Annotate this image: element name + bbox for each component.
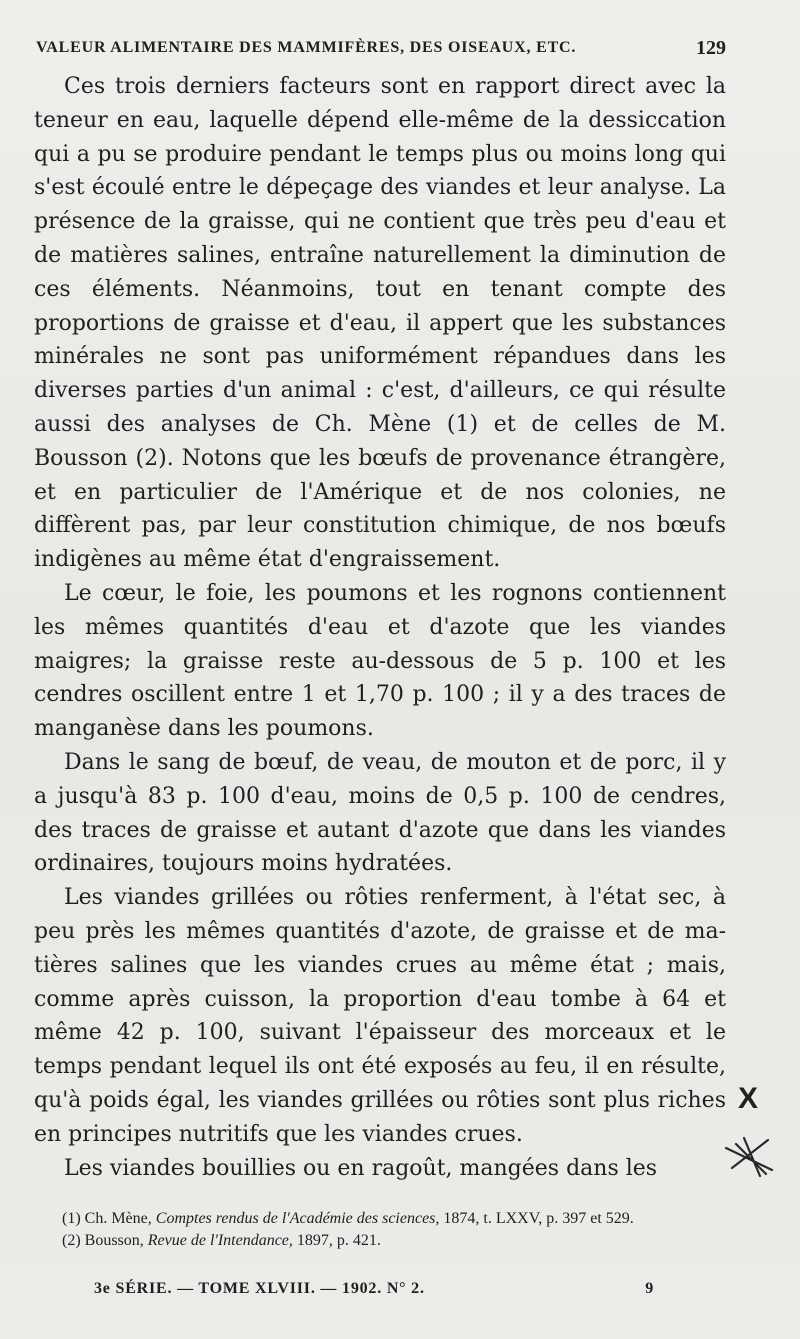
paragraph: Dans le sang de bœuf, de veau, de mouton et de porc, il y a jusqu'à 83 p. 100 d'eau, moins de 0,5 p. 100 de cendres, des traces de graisse et autant d'azote que dans les viandes ordinaires, toujours moins hydratées. <box>34 749 726 877</box>
footnote <box>46 1208 726 1230</box>
paragraph: Ces trois derniers facteurs sont en rapport direct avec la teneur en eau, laquelle dépend elle-même de la dessiccation qui a pu se produire pendant le temps plus ou moins long qui s'est écoulé entre le dépeçage des viandes et leur analyse. La présence de la graisse, qui ne contient que très peu d'eau et de matières salines, entraîne naturellement la diminution de ces éléments. Néanmoins, tout en tenant compte des proportions de graisse et d'eau, il appert que les substances minérales ne sont pas uniformément répandues dans les diverses parties d'un animal : c'est, d'ailleurs, ce qui résulte aussi des analyses de Ch. Mène (1) et de celles de M. Bousson (2). Notons que les bœufs de provenance étrangère, et en particulier de l'Amérique et de nos colonies, ne diffèrent pas, par leur constitution chimique, de nos bœufs indigènes au même état d'engraissement. <box>34 74 726 573</box>
handwritten-cross-mark: X <box>738 1082 759 1115</box>
footnote-title: Comptes rendus de l'Académie des sciences, <box>155 1210 440 1227</box>
footnote-details: 1897, p. 421. <box>296 1232 381 1249</box>
paragraph: Les viandes bouillies ou en ragoût, mangées dans les <box>64 1155 658 1181</box>
footnote-author: Bousson, <box>84 1232 144 1249</box>
paragraph: Les viandes grillées ou rôties renferment, à l'état sec, à peu près les mêmes quantités d'azote, de graisse et de matières salines que les viandes crues au même état ; mais, comme après cuisson, la proportion d'eau tombe à 64 et même 42 p. 100, suivant l'épaisseur des morceaux et le temps pendant lequel ils ont été exposés au feu, il en résulte, qu'à poids égal, les viandes grillées ou rôties sont plus riches en principes nutritifs que les viandes crues. <box>34 885 726 1147</box>
handwritten-scribble-icon <box>722 1130 778 1180</box>
sheet-number: 9 <box>645 1280 654 1297</box>
page-number: 129 <box>696 36 726 59</box>
printer-signature-line <box>94 1280 654 1298</box>
footnote-details: 1874, t. LXXV, p. 397 et 529. <box>443 1210 634 1227</box>
running-title: VALEUR ALIMENTAIRE DES MAMMIFÈRES, DES OISEAUX, ETC. <box>36 39 577 56</box>
footnote-title: Revue de l'Intendance, <box>147 1232 293 1249</box>
body-text <box>34 70 726 1185</box>
footnote-marker: (2) <box>62 1232 81 1249</box>
running-header <box>36 34 726 62</box>
paragraph: Le cœur, le foie, les poumons et les rognons contiennent les mêmes quantités d'eau et d'azote que les viandes maigres; la graisse reste au-dessous de 5 p. 100 et les cendres oscillent entre 1 et 1,70 p. 100 ; il y a des traces de manganèse dans les poumons. <box>34 580 726 742</box>
series-volume-info: 3e SÉRIE. — TOME XLVIII. — 1902. N° 2. <box>94 1280 425 1297</box>
footnote-author: Ch. Mène, <box>84 1210 152 1227</box>
footnote-marker: (1) <box>62 1210 81 1227</box>
footnote <box>46 1230 726 1252</box>
footnotes <box>46 1208 726 1252</box>
